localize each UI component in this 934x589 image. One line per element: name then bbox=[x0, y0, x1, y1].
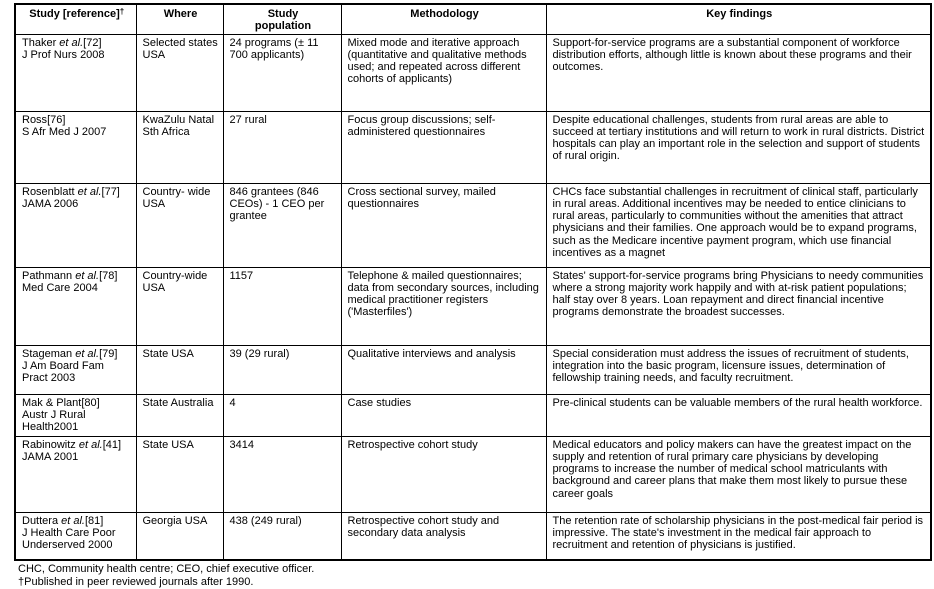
findings-cell: The retention rate of scholarship physicians in the post-medical fair period is impressive. The state's investment in the medical fair approach to recruitment and retention of physicians is justified. bbox=[546, 513, 931, 560]
study-reference: Rosenblatt et al.[77] bbox=[22, 186, 120, 199]
findings-cell: CHCs face substantial challenges in recruitment of clinical staff, particularly in rural areas. Additional incentives may be needed to entice clinicians to rural areas, particularly to communities without the amenities that attract physicians and their families. One approach would be to expand programs, such as the Medicare incentive payment program, which use financial incentives as a magnet bbox=[546, 184, 931, 268]
methodology-cell: Mixed mode and iterative approach (quantitative and qualitative methods used; and repeated across different cohorts of applicants) bbox=[341, 35, 546, 112]
study-journal: Austr J Rural Health2001 bbox=[22, 409, 86, 434]
findings-cell: Support-for-service programs are a substantial component of workforce distribution efforts, although little is known about these programs and their outcomes. bbox=[546, 35, 931, 112]
study-reference: Pathmann et al.[78] bbox=[22, 270, 118, 283]
study-reference: Thaker et al.[72] bbox=[22, 37, 102, 50]
study-cell bbox=[15, 513, 136, 560]
table-row bbox=[15, 112, 931, 184]
study-journal: Med Care 2004 bbox=[22, 282, 98, 295]
population-cell: 438 (249 rural) bbox=[223, 513, 341, 560]
population-cell: 27 rural bbox=[223, 112, 341, 184]
methodology-cell: Retrospective cohort study bbox=[341, 437, 546, 513]
study-journal: J Am Board Fam Pract 2003 bbox=[22, 360, 104, 385]
study-journal: J Prof Nurs 2008 bbox=[22, 49, 105, 62]
study-cell bbox=[15, 112, 136, 184]
study-cell bbox=[15, 184, 136, 268]
where-cell: State Australia bbox=[136, 395, 223, 437]
table-row bbox=[15, 35, 931, 112]
methodology-cell: Case studies bbox=[341, 395, 546, 437]
population-cell: 3414 bbox=[223, 437, 341, 513]
studies-table bbox=[14, 3, 932, 561]
header-row bbox=[15, 4, 931, 35]
study-reference: Rabinowitz et al.[41] bbox=[22, 439, 122, 452]
study-reference: Ross[76] bbox=[22, 114, 66, 127]
findings-cell: Pre-clinical students can be valuable members of the rural health workforce. bbox=[546, 395, 931, 437]
methodology-cell: Qualitative interviews and analysis bbox=[341, 346, 546, 395]
study-journal: J Health Care Poor Underserved 2000 bbox=[22, 527, 116, 552]
where-cell: Country- wide USA bbox=[136, 184, 223, 268]
methodology-cell: Focus group discussions; self-administered questionnaires bbox=[341, 112, 546, 184]
findings-cell: Special consideration must address the issues of recruitment of students, integration into the basic program, licensure issues, determination of fellowship training needs, and faculty recruitment. bbox=[546, 346, 931, 395]
study-journal: S Afr Med J 2007 bbox=[22, 126, 107, 139]
findings-cell: Despite educational challenges, students from rural areas are able to succeed at tertiary institutions and will return to work in rural districts. District hospitals can play an important role in the selection and support of students of rural origin. bbox=[546, 112, 931, 184]
table-row bbox=[15, 184, 931, 268]
header-key-findings: Key findings bbox=[546, 4, 931, 35]
population-cell: 846 grantees (846 CEOs) - 1 CEO per grantee bbox=[223, 184, 341, 268]
study-cell bbox=[15, 268, 136, 346]
study-journal: JAMA 2001 bbox=[22, 451, 79, 464]
study-cell bbox=[15, 437, 136, 513]
header-study: Study [reference]† bbox=[15, 4, 136, 35]
population-cell: 39 (29 rural) bbox=[223, 346, 341, 395]
table-header bbox=[15, 4, 931, 35]
where-cell: KwaZulu Natal Sth Africa bbox=[136, 112, 223, 184]
table-footnotes bbox=[14, 563, 934, 589]
methodology-cell: Retrospective cohort study and secondary data analysis bbox=[341, 513, 546, 560]
population-cell: 1157 bbox=[223, 268, 341, 346]
dagger-mark: † bbox=[119, 7, 125, 16]
study-reference: Mak & Plant[80] bbox=[22, 397, 100, 410]
population-cell: 24 programs (± 11 700 applicants) bbox=[223, 35, 341, 112]
table-row bbox=[15, 395, 931, 437]
where-cell: Country-wide USA bbox=[136, 268, 223, 346]
study-reference: Duttera et al.[81] bbox=[22, 515, 104, 528]
where-cell: Georgia USA bbox=[136, 513, 223, 560]
footnote-abbreviations: CHC, Community health centre; CEO, chief executive officer. bbox=[18, 562, 315, 575]
findings-cell: States' support-for-service programs bring Physicians to needy communities where a strong majority work happily and with at-risk patient populations; half stay over 8 years. Loan repayment and direct financial incentive programs demonstrate the broadest successes. bbox=[546, 268, 931, 346]
methodology-cell: Telephone & mailed questionnaires; data from secondary sources, including medical practitioner registers ('Masterfiles') bbox=[341, 268, 546, 346]
table-row bbox=[15, 513, 931, 560]
where-cell: State USA bbox=[136, 437, 223, 513]
study-journal: JAMA 2006 bbox=[22, 198, 79, 211]
table-row bbox=[15, 346, 931, 395]
population-cell: 4 bbox=[223, 395, 341, 437]
where-cell: State USA bbox=[136, 346, 223, 395]
where-cell: Selected states USA bbox=[136, 35, 223, 112]
study-cell bbox=[15, 346, 136, 395]
findings-cell: Medical educators and policy makers can have the greatest impact on the supply and retention of rural primary care physicians by developing programs to increase the number of medical school matriculants with background and career plans that make them most likely to pursue these career goals bbox=[546, 437, 931, 513]
footnote-dagger: †Published in peer reviewed journals after 1990. bbox=[18, 576, 254, 589]
header-population: Study population bbox=[223, 4, 341, 35]
table-row bbox=[15, 268, 931, 346]
study-reference: Stageman et al.[79] bbox=[22, 348, 118, 361]
study-cell bbox=[15, 395, 136, 437]
methodology-cell: Cross sectional survey, mailed questionnaires bbox=[341, 184, 546, 268]
table-row bbox=[15, 437, 931, 513]
study-cell bbox=[15, 35, 136, 112]
header-methodology: Methodology bbox=[341, 4, 546, 35]
header-where: Where bbox=[136, 4, 223, 35]
